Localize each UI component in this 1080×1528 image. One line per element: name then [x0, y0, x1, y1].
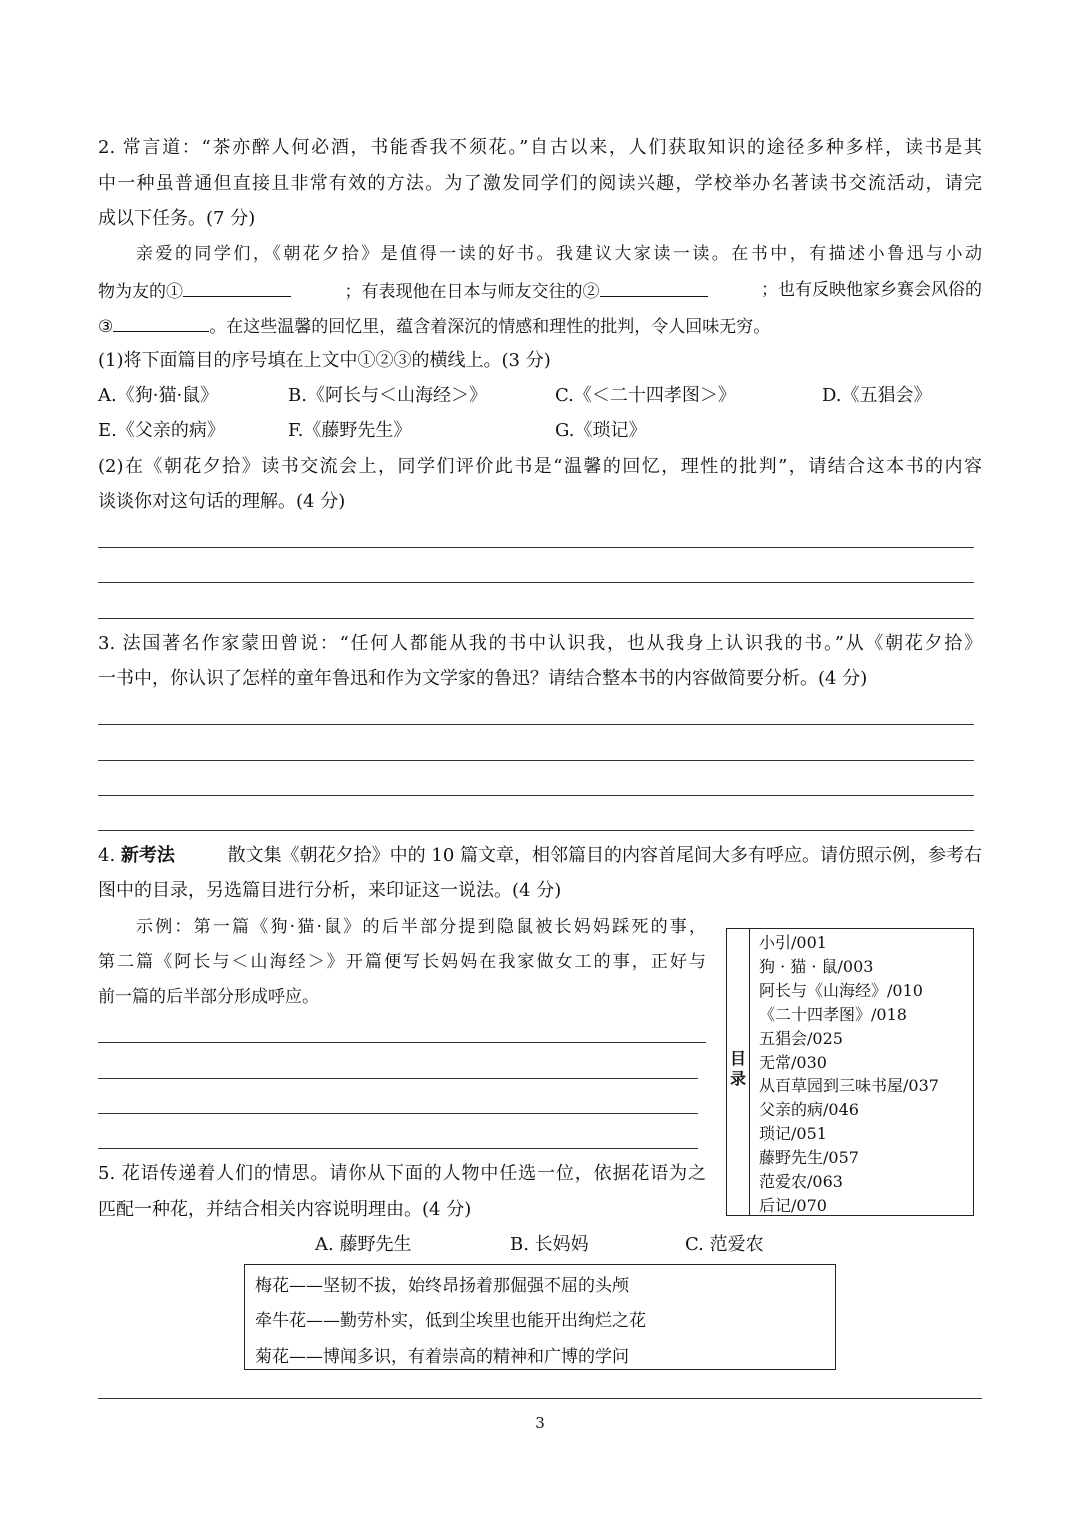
- answer-line[interactable]: [98, 1148, 698, 1149]
- toc-item: 琐记/051: [759, 1124, 827, 1144]
- passage-line: [98, 278, 982, 304]
- answer-line[interactable]: [98, 1042, 706, 1043]
- page-number: 3: [535, 1414, 545, 1432]
- answer-line[interactable]: [98, 1078, 698, 1079]
- q4-line: 图中的目录，另选篇目进行分析，来印证这一说法。(4 分): [98, 880, 562, 901]
- q2-sub2: (2)在《朝花夕拾》读书交流会上，同学们评价此书是“温馨的回忆，理性的批判”，请结合这本书的内容: [98, 456, 982, 477]
- option-e: E.《父亲的病》: [98, 420, 225, 441]
- q2-line: 2. 常言道：“茶亦醉人何必酒，书能香我不须花。”自古以来，人们获取知识的途径多种多样，读书是其: [98, 137, 982, 158]
- answer-line[interactable]: [98, 830, 974, 831]
- new-method-tag: 新考法: [120, 845, 175, 866]
- toc-item: 狗 · 猫 · 鼠/003: [759, 956, 874, 976]
- passage-line: 亲爱的同学们，《朝花夕拾》是值得一读的好书。我建议大家读一读。在书中，有描述小鲁迅与小动: [136, 244, 982, 264]
- passage-text: 。在这些温馨的回忆里，蕴含着深沉的情感和理性的批判，令人回味无穷。: [209, 317, 771, 337]
- toc-item: 阿长与《山海经》/010: [759, 980, 923, 1000]
- answer-line[interactable]: [98, 795, 974, 796]
- option-c: C.《＜二十四孝图＞》: [555, 385, 736, 406]
- flower-item: 菊花——博闻多识，有着崇高的精神和广博的学问: [255, 1347, 629, 1367]
- answer-line[interactable]: [98, 760, 974, 761]
- option-b: B.《阿长与＜山海经＞》: [288, 385, 487, 406]
- footer-divider: [98, 1398, 982, 1399]
- example-line: 第二篇《阿长与＜山海经＞》开篇便写长妈妈在我家做女工的事，正好与: [98, 952, 706, 972]
- toc-item: 无常/030: [759, 1052, 827, 1072]
- toc-title: 目录: [730, 1049, 747, 1088]
- toc-item: 小引/001: [759, 933, 827, 952]
- toc-item: 从百草园到三味书屋/037: [759, 1076, 939, 1096]
- option-f: F.《藤野先生》: [288, 420, 412, 441]
- q2-sub2: 谈谈你对这句话的理解。(4 分): [98, 491, 346, 512]
- q2-sub1: (1)将下面篇目的序号填在上文中①②③的横线上。(3 分): [98, 350, 551, 371]
- answer-line[interactable]: [98, 724, 974, 725]
- answer-line[interactable]: [98, 582, 974, 583]
- q5-line: 匹配一种花，并结合相关内容说明理由。(4 分): [98, 1199, 472, 1220]
- q4-number: 4.: [98, 845, 116, 866]
- q2-line: 成以下任务。(7 分): [98, 208, 256, 229]
- toc-item: 五猖会/025: [759, 1028, 843, 1048]
- q4-text: 散文集《朝花夕拾》中的 10 篇文章，相邻篇目的内容首尾间大多有呼应。请仿照示例，参考右: [227, 845, 982, 866]
- flower-language-box: [244, 1264, 836, 1370]
- toc-item: 父亲的病/046: [759, 1100, 859, 1120]
- person-option-b: B. 长妈妈: [510, 1234, 589, 1255]
- toc-list: [759, 931, 939, 1218]
- option-g: G.《琐记》: [555, 420, 647, 441]
- q3-line: 3. 法国著名作家蒙田曾说：“任何人都能从我的书中认识我，也从我身上认识我的书。”从《朝花夕拾》: [98, 633, 982, 654]
- q5-line: 5. 花语传递着人们的情思。请你从下面的人物中任选一位，依据花语为之: [98, 1163, 706, 1184]
- passage-text: ；有表现他在日本与师友交往的②: [344, 282, 600, 302]
- example-line: 前一篇的后半部分形成呼应。: [98, 987, 319, 1007]
- person-option-c: C. 范爱农: [685, 1234, 764, 1255]
- table-of-contents: [726, 928, 974, 1216]
- q4-line: [98, 844, 982, 868]
- flower-item: 牵牛花——勤劳朴实，低到尘埃里也能开出绚烂之花: [255, 1311, 646, 1331]
- blank-1[interactable]: [183, 278, 291, 297]
- option-a: A.《狗·猫·鼠》: [98, 385, 219, 406]
- answer-line[interactable]: [98, 618, 974, 619]
- option-d: D.《五猖会》: [822, 385, 932, 406]
- person-option-a: A. 藤野先生: [315, 1234, 412, 1255]
- passage-text: ；也有反映他家乡赛会风俗的: [761, 280, 982, 300]
- passage-line: [98, 313, 770, 339]
- passage-text: 物为友的①: [98, 282, 183, 302]
- toc-item: 范爱农/063: [759, 1172, 843, 1192]
- passage-text: ③: [98, 317, 114, 337]
- example-line: 示例：第一篇《狗·猫·鼠》的后半部分提到隐鼠被长妈妈踩死的事，: [136, 917, 706, 937]
- blank-3[interactable]: [113, 313, 209, 332]
- flower-item: 梅花——坚韧不拔，始终昂扬着那倔强不屈的头颅: [255, 1276, 629, 1296]
- q3-line: 一书中，你认识了怎样的童年鲁迅和作为文学家的鲁迅？请结合整本书的内容做简要分析。(4 分): [98, 668, 868, 689]
- answer-line[interactable]: [98, 1113, 698, 1114]
- toc-item: 后记/070: [759, 1195, 827, 1215]
- toc-item: 《二十四孝图》/018: [759, 1004, 907, 1024]
- answer-line[interactable]: [98, 547, 974, 548]
- q2-line: 中一种虽普通但直接且非常有效的方法。为了激发同学们的阅读兴趣，学校举办名著读书交流活动，请完: [98, 173, 982, 194]
- blank-2[interactable]: [600, 278, 708, 297]
- toc-item: 藤野先生/057: [759, 1148, 859, 1168]
